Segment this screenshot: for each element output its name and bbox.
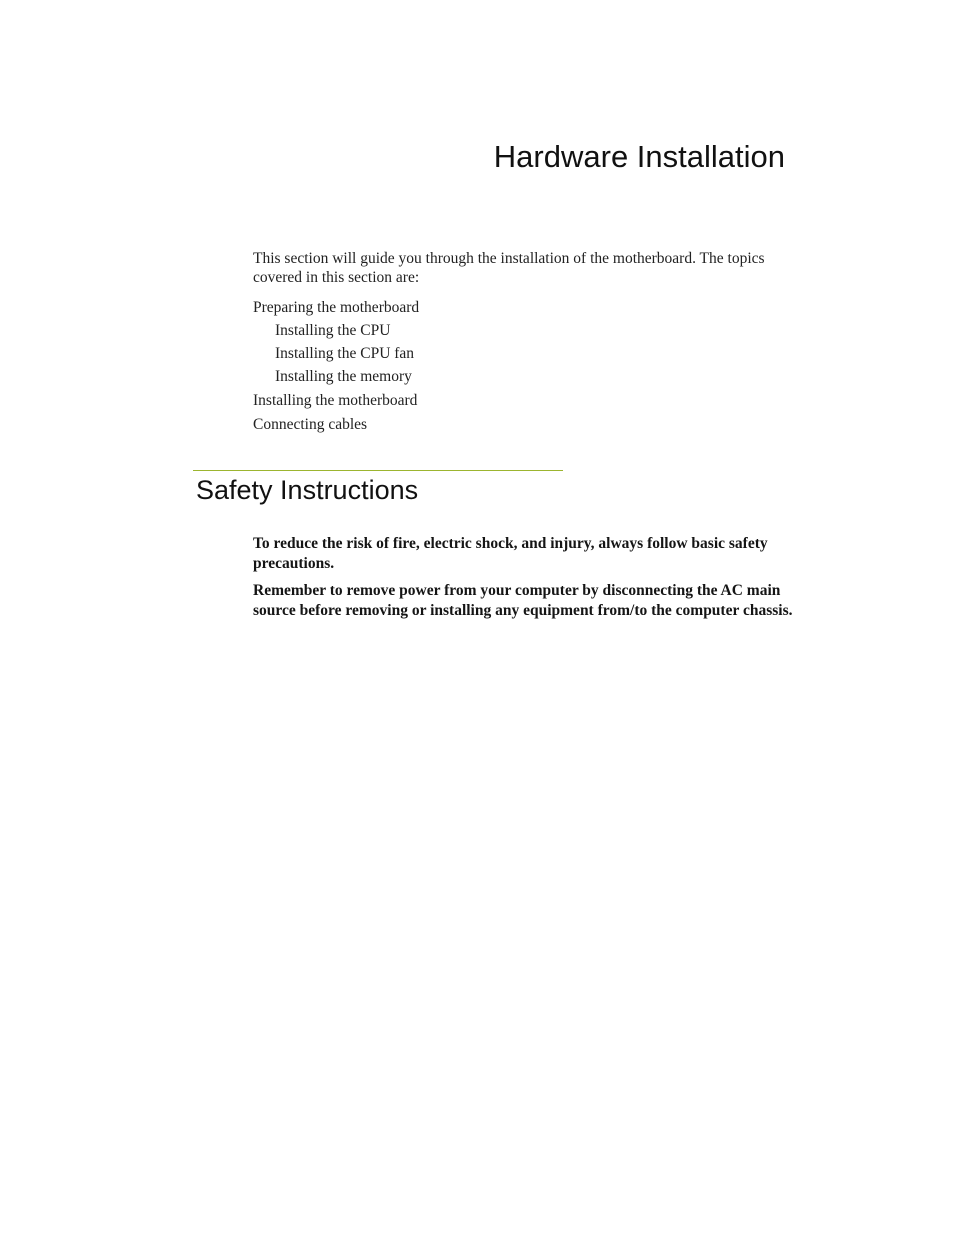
safety-paragraph: To reduce the risk of fire, electric shock, and injury, always follow basic safety precautions.	[253, 535, 768, 572]
section-divider	[193, 470, 563, 471]
topics-list	[253, 296, 793, 436]
safety-paragraph: Remember to remove power from your computer by disconnecting the AC main source before removing or installing any equipment from/to the computer chassis.	[253, 582, 793, 619]
topic-item: Installing the CPU	[275, 322, 391, 339]
chapter-title: Hardware Installation	[493, 139, 785, 174]
safety-section	[253, 534, 798, 628]
topic-item: Connecting cables	[253, 416, 368, 433]
topic-item: Installing the CPU fan	[275, 345, 415, 362]
topic-item: Installing the memory	[275, 368, 412, 385]
intro-paragraph: This section will guide you through the installation of the motherboard. The topics covered in this section are:	[253, 250, 765, 286]
topic-item: Preparing the motherboard	[253, 299, 420, 316]
intro-section	[253, 249, 793, 436]
section-title: Safety Instructions	[196, 475, 419, 505]
topic-item: Installing the motherboard	[253, 392, 418, 409]
